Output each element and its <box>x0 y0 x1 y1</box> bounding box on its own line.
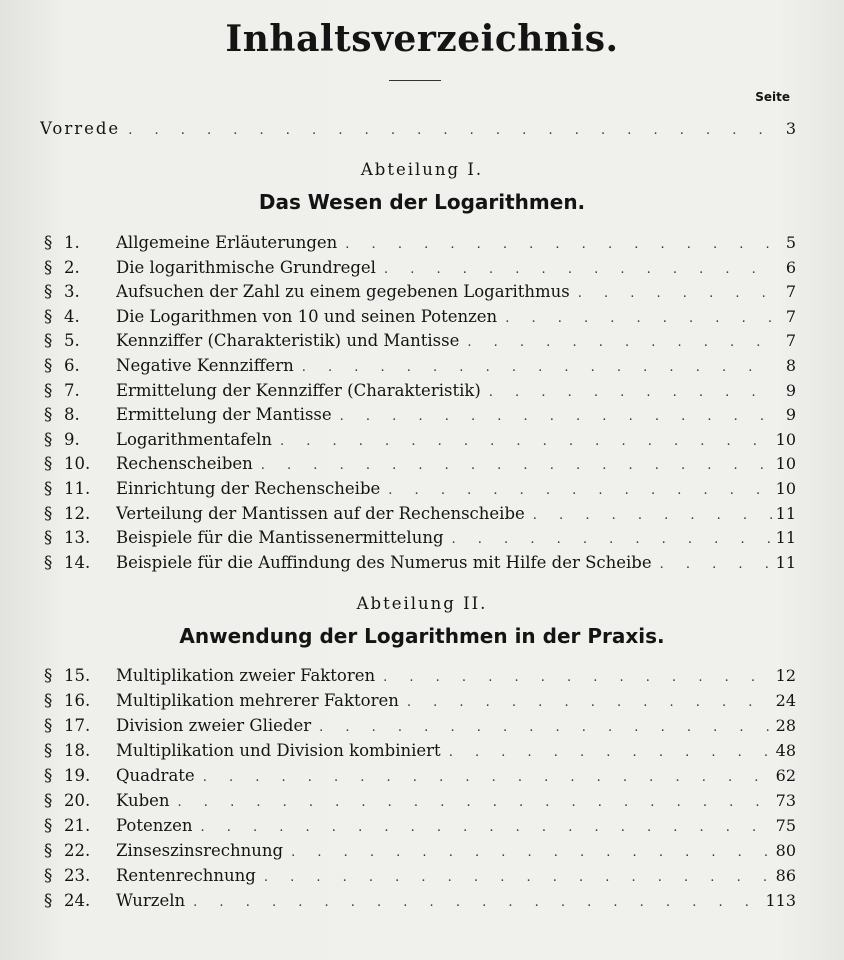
toc-entry <box>0 839 844 863</box>
section-sign: § <box>44 716 53 735</box>
section-number-text: 16. <box>64 691 91 710</box>
section-sign: § <box>44 454 53 474</box>
dot-leader <box>452 528 772 552</box>
toc-entry-page: 113 <box>765 891 796 910</box>
section-number <box>44 280 114 304</box>
toc-entry-page: 3 <box>785 119 796 138</box>
section-sign: § <box>44 405 53 425</box>
toc-entry-title: Aufsuchen der Zahl zu einem gegebenen Logarithmus <box>116 282 570 302</box>
toc-entry-page: 80 <box>775 841 796 860</box>
section-number-text: 20. <box>64 791 91 810</box>
dot-leader <box>578 282 772 306</box>
section-number-text: 5. <box>64 331 80 351</box>
section-number-text: 13. <box>64 528 91 548</box>
section-sign: § <box>44 479 53 498</box>
toc-entry-page: 5 <box>785 233 796 252</box>
toc-entry <box>0 280 844 304</box>
section-number-text: 14. <box>64 552 91 572</box>
toc-entry-title: Die Logarithmen von 10 und seinen Potenzen <box>116 306 498 326</box>
toc-entry <box>0 789 844 813</box>
toc-entry <box>0 814 844 838</box>
toc-entry-title: Logarithmentafeln <box>116 429 272 449</box>
section-sign: § <box>44 666 53 685</box>
section-number <box>44 839 114 863</box>
dot-leader <box>384 258 772 282</box>
section-number-text: 21. <box>64 816 91 835</box>
toc-entry-page: 6 <box>785 257 796 277</box>
toc-entry-page: 86 <box>775 866 796 885</box>
toc-entry <box>0 764 844 788</box>
toc-entry <box>0 502 844 526</box>
section-sign: § <box>44 429 53 449</box>
toc-entry-title: Negative Kennziffern <box>116 356 294 375</box>
toc-entry-page: 28 <box>775 716 796 735</box>
toc-entry-page: 7 <box>785 306 796 326</box>
section-sign: § <box>44 766 53 785</box>
toc-entry-title: Allgemeine Erläuterungen <box>116 233 338 252</box>
toc-entry <box>0 526 844 550</box>
page-column-label: Seite <box>755 90 790 104</box>
toc-entry <box>0 551 844 575</box>
section-sign: § <box>44 741 53 760</box>
section-number-text: 10. <box>64 454 91 474</box>
section-number <box>44 329 114 353</box>
toc-entry-title: Zinseszinsrechnung <box>116 841 284 860</box>
section-number <box>44 379 114 403</box>
section-number-text: 15. <box>64 666 91 685</box>
section-sign: § <box>44 891 53 910</box>
section-number-text: 19. <box>64 766 91 785</box>
section-sign: § <box>44 257 53 277</box>
toc-entry-title: Kuben <box>116 791 170 810</box>
section-number <box>44 714 114 738</box>
dot-leader <box>660 553 772 577</box>
toc-entry-page: 11 <box>775 528 796 548</box>
section-number <box>44 689 114 713</box>
section-number-text: 3. <box>64 282 80 302</box>
toc-entry <box>0 889 844 913</box>
toc-entry <box>0 256 844 280</box>
dot-leader <box>178 791 772 815</box>
section-sign: § <box>44 691 53 710</box>
toc-entry <box>0 477 844 501</box>
toc-entry-title: Multiplikation und Division kombiniert <box>116 741 441 760</box>
toc-entry-title: Beispiele für die Mantissenermittelung <box>116 528 444 548</box>
section-number <box>44 231 114 255</box>
page-title: Inhaltsverzeichnis. <box>225 18 619 60</box>
toc-entry <box>0 664 844 688</box>
toc-entry-page: 10 <box>775 429 796 449</box>
section-sign: § <box>44 816 53 835</box>
section-number <box>44 789 114 813</box>
section-number-text: 24. <box>64 891 91 910</box>
toc-entry-title: Multiplikation zweier Faktoren <box>116 666 376 685</box>
toc-entry-foreword <box>0 117 844 141</box>
dot-leader <box>261 454 772 478</box>
part-2-title: Anwendung der Logarithmen in der Praxis. <box>179 624 665 648</box>
toc-entry-title: Wurzeln <box>116 891 186 910</box>
section-number-text: 6. <box>64 356 80 375</box>
section-sign: § <box>44 841 53 860</box>
dot-leader <box>128 119 772 143</box>
dot-leader <box>388 479 772 503</box>
toc-entry-title: Quadrate <box>116 766 195 785</box>
dot-leader <box>193 891 772 915</box>
toc-entry-page: 8 <box>785 356 796 375</box>
section-sign: § <box>44 306 53 326</box>
toc-entry-page: 24 <box>775 691 796 710</box>
toc-entry-title: Potenzen <box>116 816 193 835</box>
title-rule <box>389 80 441 81</box>
section-number <box>44 551 114 575</box>
section-number <box>44 305 114 329</box>
section-number <box>44 256 114 280</box>
section-number <box>44 403 114 427</box>
toc-entry <box>0 739 844 763</box>
toc-entry-title: Ermittelung der Kennziffer (Charakteristik) <box>116 380 481 400</box>
dot-leader <box>345 233 772 257</box>
toc-entry <box>0 231 844 255</box>
dot-leader <box>533 504 772 528</box>
section-number <box>44 889 114 913</box>
toc-entry-title: Die logarithmische Grundregel <box>116 257 376 277</box>
section-number-text: 22. <box>64 841 91 860</box>
toc-entry-page: 11 <box>775 503 796 523</box>
toc-entry-page: 7 <box>785 331 796 351</box>
dot-leader <box>383 666 772 690</box>
toc-entry-page: 10 <box>775 479 796 498</box>
toc-entry-page: 10 <box>775 454 796 474</box>
toc-entry <box>0 864 844 888</box>
toc-entry-title: Einrichtung der Rechenscheibe <box>116 479 381 498</box>
toc-entry-page: 9 <box>785 380 796 400</box>
section-sign: § <box>44 282 53 302</box>
section-number <box>44 428 114 452</box>
part-2-label: Abteilung II. <box>356 594 488 613</box>
section-number-text: 8. <box>64 405 80 425</box>
dot-leader <box>264 866 772 890</box>
section-sign: § <box>44 356 53 375</box>
section-number <box>44 477 114 501</box>
dot-leader <box>505 307 772 331</box>
section-sign: § <box>44 233 53 252</box>
toc-entry <box>0 452 844 476</box>
toc-entry-title: Vorrede <box>40 119 121 138</box>
toc-entry <box>0 689 844 713</box>
section-number <box>44 354 114 378</box>
section-number <box>44 502 114 526</box>
section-number-text: 1. <box>64 233 80 252</box>
dot-leader <box>340 405 772 429</box>
section-number-text: 9. <box>64 429 80 449</box>
section-sign: § <box>44 791 53 810</box>
section-number <box>44 864 114 888</box>
section-sign: § <box>44 380 53 400</box>
section-number-text: 12. <box>64 503 91 523</box>
dot-leader <box>291 841 772 865</box>
dot-leader <box>200 816 772 840</box>
toc-entry-page: 12 <box>775 666 796 685</box>
toc-entry-page: 11 <box>775 552 796 572</box>
dot-leader <box>407 691 772 715</box>
toc-entry-title: Division zweier Glieder <box>116 716 312 735</box>
part-1-label: Abteilung I. <box>360 160 484 179</box>
section-sign: § <box>44 331 53 351</box>
toc-entry-title: Rechenscheiben <box>116 454 253 474</box>
toc-entry-page: 62 <box>775 766 796 785</box>
section-number <box>44 739 114 763</box>
section-number <box>44 764 114 788</box>
toc-entry <box>0 428 844 452</box>
toc-entry-title: Kennziffer (Charakteristik) und Mantisse <box>116 331 460 351</box>
section-sign: § <box>44 552 53 572</box>
toc-entry-title: Verteilung der Mantissen auf der Rechenscheibe <box>116 503 525 523</box>
section-sign: § <box>44 503 53 523</box>
toc-entry <box>0 379 844 403</box>
dot-leader <box>467 331 772 355</box>
dot-leader <box>449 741 772 765</box>
section-number <box>44 452 114 476</box>
toc-entry <box>0 329 844 353</box>
toc-entry <box>0 714 844 738</box>
section-number <box>44 814 114 838</box>
toc-entry <box>0 354 844 378</box>
toc-entry-page: 9 <box>785 405 796 425</box>
section-number-text: 2. <box>64 257 80 277</box>
dot-leader <box>319 716 772 740</box>
toc-entry-page: 7 <box>785 282 796 302</box>
toc-entry-title: Beispiele für die Auffindung des Numerus mit Hilfe der Scheibe <box>116 552 652 572</box>
section-number <box>44 664 114 688</box>
dot-leader <box>280 430 772 454</box>
toc-entry-page: 75 <box>775 816 796 835</box>
section-sign: § <box>44 866 53 885</box>
toc-entry-title: Rentenrechnung <box>116 866 256 885</box>
part-1-title: Das Wesen der Logarithmen. <box>258 190 586 214</box>
section-number-text: 17. <box>64 716 91 735</box>
section-sign: § <box>44 528 53 548</box>
toc-entry-title: Ermittelung der Mantisse <box>116 405 332 425</box>
toc-entry-title: Multiplikation mehrerer Faktoren <box>116 691 399 710</box>
section-number-text: 7. <box>64 380 80 400</box>
section-number-text: 11. <box>64 479 91 498</box>
toc-entry <box>0 403 844 427</box>
section-number-text: 23. <box>64 866 91 885</box>
dot-leader <box>302 356 772 380</box>
toc-entry <box>0 305 844 329</box>
dot-leader <box>489 381 772 405</box>
toc-entry-page: 48 <box>775 741 796 760</box>
section-number-text: 4. <box>64 306 80 326</box>
toc-entry-page: 73 <box>775 791 796 810</box>
section-number <box>44 526 114 550</box>
dot-leader <box>203 766 772 790</box>
section-number-text: 18. <box>64 741 91 760</box>
